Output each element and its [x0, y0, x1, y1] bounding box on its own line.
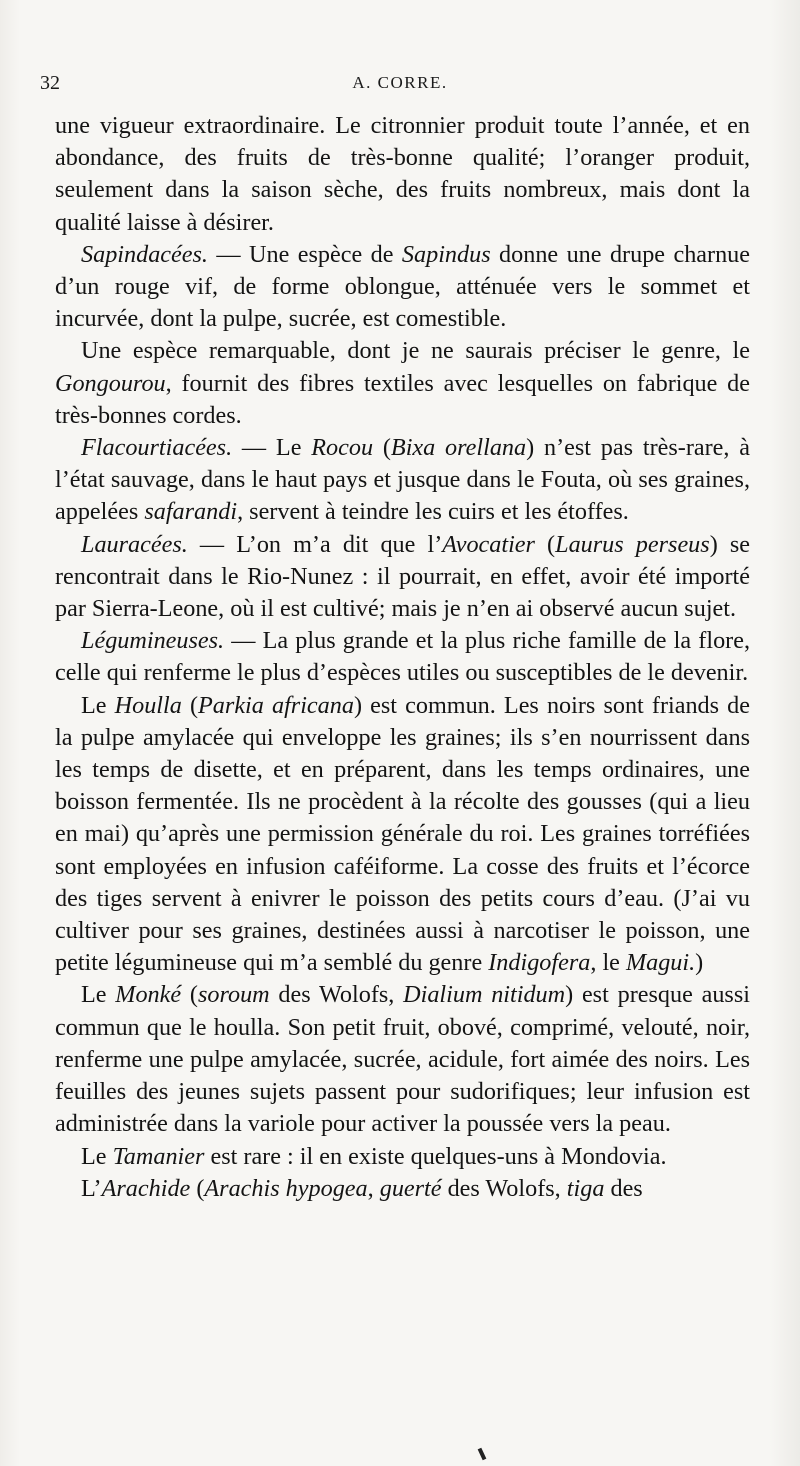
- text-run: ): [695, 949, 704, 977]
- paragraph: [55, 432, 750, 529]
- text-run: ) se rencontrait dans le Rio-Nunez : il pourrait, en effet, avoir été importé par Sierra-Leone, où il est cultivé; mais je n’en ai observé aucun sujet.: [55, 530, 750, 623]
- italic-run: safarandi: [144, 498, 238, 526]
- italic-run: Tamanier: [112, 1142, 205, 1170]
- page-number: 32: [40, 72, 60, 94]
- paragraph: [55, 529, 750, 626]
- paragraph: [55, 239, 750, 336]
- text-run: ) est commun. Les noirs sont friands de la pulpe amylacée qui enveloppe les graines; ils s’en nourrissent dans les temps de disette, et en préparent, dans les temps ordinaires, une boisson fermentée. Ils ne procèdent à la récolte des gousses (qui a lieu en mai) qu’après une permission générale du roi. Les graines torréfiées sont employées en infusion caféiforme. La cosse des fruits et l’écorce des tiges servent à enivrer le poisson des petits cours d’eau. (J’ai vu cultiver pour ses graines, destinées aussi à narcotiser le poisson, une petite légumineuse qui m’a semblé du genre: [55, 691, 751, 977]
- italic-run: Gongourou: [55, 369, 166, 397]
- text-run: (: [190, 1174, 205, 1202]
- italic-run: Sapindus: [401, 240, 491, 268]
- text-run: des: [604, 1174, 643, 1202]
- text-run: , le: [590, 949, 626, 977]
- italic-run: Parkia africana: [198, 691, 354, 719]
- italic-run: Dialium nitidum: [403, 981, 566, 1009]
- italic-run: Arachide: [101, 1174, 191, 1202]
- body-text: [55, 110, 750, 1205]
- page-header: [40, 72, 760, 102]
- text-run: est rare : il en existe quelques-uns à Mondovia.: [204, 1142, 667, 1170]
- text-run: — Une espèce de: [207, 240, 402, 268]
- italic-run: Rocou: [311, 434, 374, 462]
- paragraph: [55, 979, 750, 1140]
- ink-mark: [478, 1448, 487, 1461]
- italic-run: guerté: [379, 1174, 442, 1202]
- text-run: Une espèce remarquable, dont je ne saurais préciser le genre, le: [81, 337, 750, 365]
- italic-run: Monké: [115, 981, 182, 1009]
- text-run: (: [181, 691, 199, 719]
- text-run: une vigueur extraordinaire. Le citronnier produit toute l’année, et en abondance, des fruits de très-bonne qualité; l’oranger produit, seulement dans la saison sèche, des fruits nombreux, mais dont la qualité laisse à désirer.: [55, 112, 750, 236]
- text-run: Le: [81, 1142, 113, 1170]
- italic-run: Flacourtiacées.: [81, 434, 233, 462]
- italic-run: Sapindacées.: [81, 240, 208, 268]
- text-run: (: [181, 981, 198, 1009]
- text-run: — Le: [232, 434, 312, 462]
- italic-run: Bixa orellana: [390, 434, 527, 462]
- running-head: A. CORRE.: [352, 73, 448, 92]
- paragraph: [55, 1141, 750, 1173]
- text-run: ) n’est pas très-rare, à l’état sauvage, dans le haut pays et jusque dans le Fouta, où ses graines, appelées: [55, 434, 751, 526]
- italic-run: Houlla: [114, 691, 182, 719]
- text-run: , fournit des fibres textiles avec lesquelles on fabrique de très-bonnes cordes.: [55, 369, 750, 429]
- italic-run: Magui.: [625, 949, 696, 977]
- text-run: des Wolofs,: [441, 1174, 567, 1202]
- text-run: des Wolofs,: [269, 981, 404, 1009]
- italic-run: tiga: [566, 1174, 605, 1202]
- italic-run: soroum: [197, 981, 270, 1009]
- text-run: — La plus grande et la plus riche famille de la flore, celle qui renferme le plus d’espèces utiles ou susceptibles de le devenir.: [55, 627, 750, 687]
- text-run: , servent à teindre les cuirs et les étoffes.: [237, 498, 629, 526]
- italic-run: Laurus perseus: [555, 530, 710, 558]
- italic-run: Légumineuses.: [81, 627, 225, 655]
- italic-run: Avocatier: [442, 530, 535, 558]
- text-run: donne une drupe charnue d’un rouge vif, de forme oblongue, atténuée vers le sommet et incurvée, dont la pulpe, sucrée, est comestible.: [55, 240, 751, 333]
- text-run: (: [534, 530, 556, 558]
- text-run: Le: [81, 981, 116, 1009]
- text-run: L’: [81, 1174, 102, 1202]
- italic-run: Indigofera: [488, 949, 591, 977]
- paragraph: [55, 110, 750, 239]
- text-run: — L’on m’a dit que l’: [187, 530, 443, 558]
- text-run: ) est presque aussi commun que le houlla. Son petit fruit, obové, comprimé, velouté, noir, renferme une pulpe amylacée, sucrée, acidule, fort aimée des noirs. Les feuilles des jeunes sujets passent pour sudorifiques; leur infusion est administrée dans la variole pour activer la poussée vers la peau.: [55, 981, 750, 1138]
- text-run: Le: [81, 691, 115, 719]
- paragraph: [55, 625, 750, 689]
- paragraph: [55, 690, 750, 980]
- italic-run: Arachis hypogea: [204, 1174, 368, 1202]
- text-run: (: [373, 434, 391, 462]
- italic-run: Lauracées.: [81, 530, 188, 558]
- text-run: ,: [367, 1174, 380, 1202]
- paragraph: [55, 1173, 750, 1205]
- paragraph: [55, 335, 750, 432]
